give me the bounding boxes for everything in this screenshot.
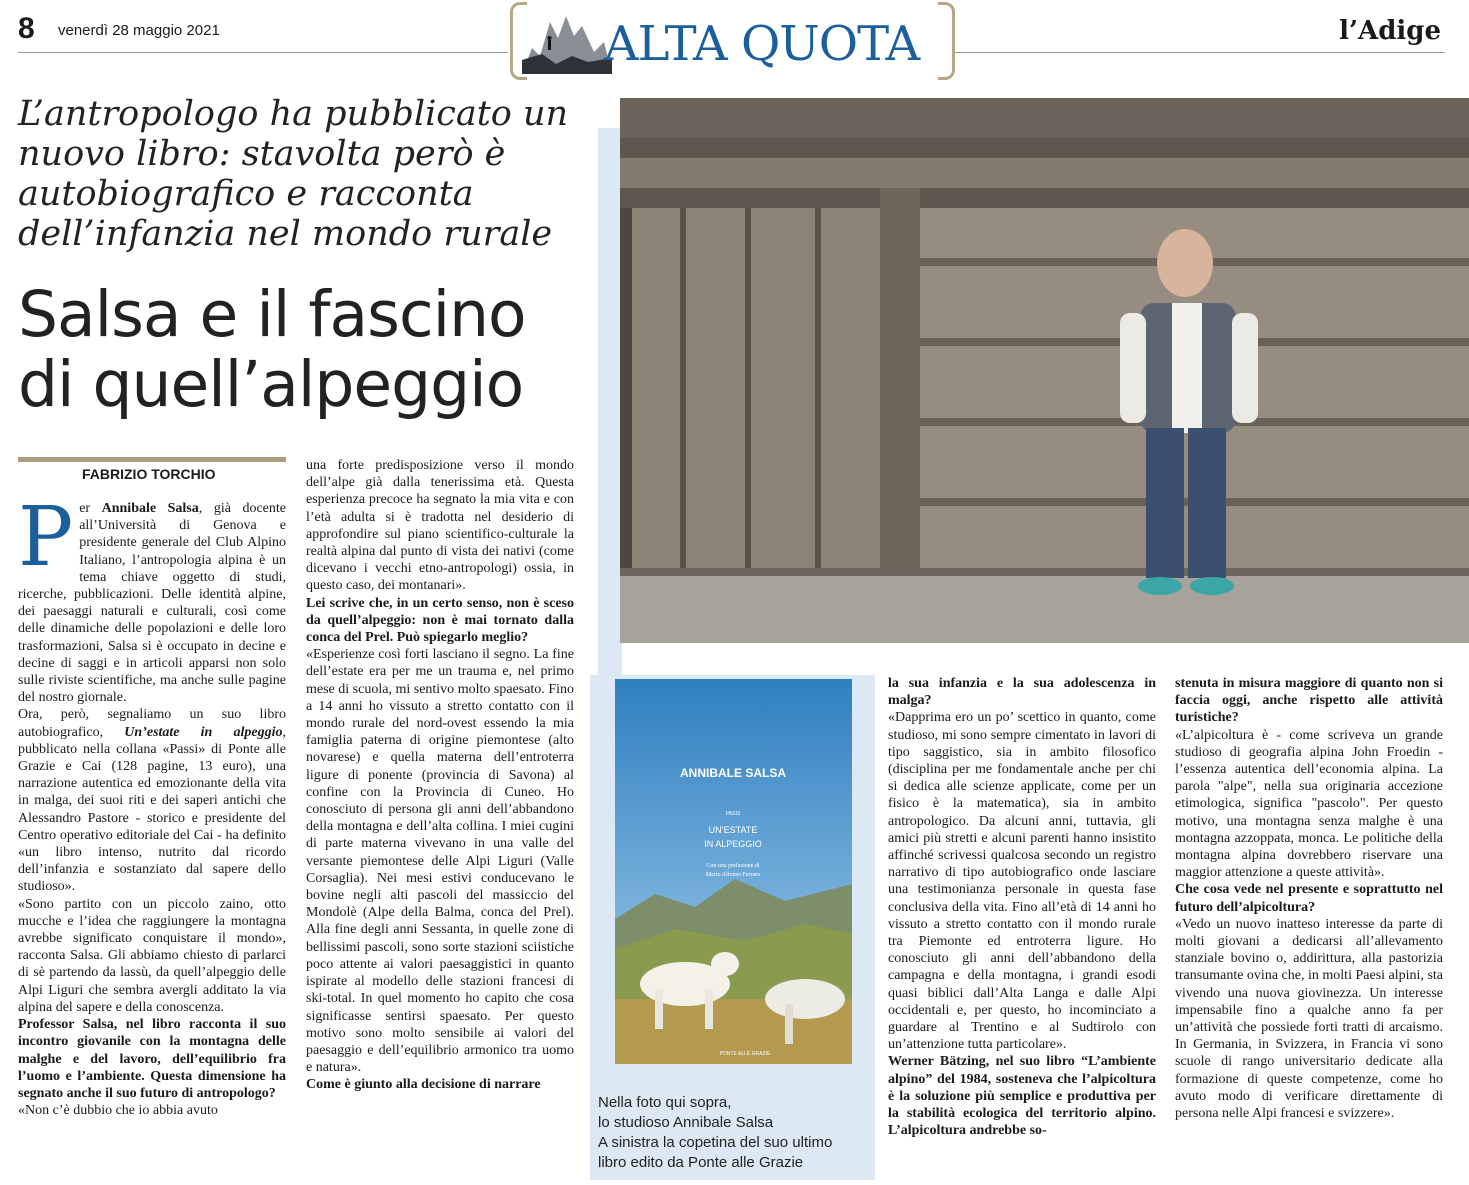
interview-question: Come è giunto alla decisione di narrare <box>306 1077 541 1093</box>
interview-question: la sua infanzia e la sua adolescenza in malga? <box>888 676 1156 709</box>
paragraph <box>18 490 286 706</box>
article-column-3 <box>888 675 1156 1139</box>
banner-bracket-right <box>938 2 955 80</box>
text-run: , pubblicato nella collana «Passi» di Ponte alle Grazie e Cai (128 pagine, 13 euro), una narrazione autentica ed emozionante della vita in malga, dei suoi riti e dei saperi antichi che Alessandro Pastore - storico e presidente del Centro operativo editoriale del Cai - ha definito «un libro intenso, nutrito dal ricordo dell’infanzia e sostanziato dal sapere dello studioso». <box>18 724 286 895</box>
caption-line-2: lo studioso Annibale Salsa <box>598 1114 774 1131</box>
interview-question: Lei scrive che, in un certo senso, non è sceso da quell’alpeggio: non è mai tornato dalla conca del Prel. Può spiegarlo meglio? <box>306 595 574 646</box>
cover-author: ANNIBALE SALSA <box>679 766 787 780</box>
paragraph: «Non c’è dubbio che io abbia avuto <box>18 1103 218 1119</box>
photo-caption <box>598 1093 868 1173</box>
interview-question: Werner Bätzing, nel suo libro “L’ambiente alpino” del 1984, sosteneva che l’alpicoltura è la soluzione più semplice e produttiva per la stabilità ecologica del territorio alpino. L’alpicoltura andrebbe so- <box>888 1054 1156 1139</box>
paragraph: «Sono partito con un piccolo zaino, otto mucche e l’idea che raggiungere la montagna avrebbe significato conquistare il mondo», racconta Salsa. Gli abbiamo chiesto di parlarci di sè partendo da lassù, da quell’alpeggio delle Alpi Liguri che sembra avergli additato la via alpina del sapere e della conoscenza. <box>18 896 286 1015</box>
paragraph: «L’alpicoltura è - come scriveva un grande studioso di geografia alpina John Froedin - l’essenza autentica dell’economia alpina. La parola "alpe", nella sua originaria accezione etimologica, significa "pascolo". Per questo motivo, una montagna senza malghe è una montagna azzoppata, monca. Le politiche della montagna alpina dovrebbero riservare una maggior attenzione a queste attività». <box>1175 727 1443 881</box>
byline-rule <box>18 457 286 462</box>
article-column-1 <box>18 490 286 1119</box>
caption-line-4: libro edito da Ponte alle Grazie <box>598 1154 804 1171</box>
headline-line-1: Salsa e il fascino <box>18 278 526 351</box>
cover-title-line-1: UN’ESTATE <box>708 825 758 835</box>
cover-preface-line-1: Con una prefazione di <box>706 863 760 869</box>
photo-frame-accent <box>598 128 622 678</box>
article-column-2 <box>306 457 574 1094</box>
header-rule-left <box>18 52 508 53</box>
article-column-4 <box>1175 675 1443 1122</box>
caption-line-1: Nella foto qui sopra, <box>598 1094 732 1111</box>
page-number: 8 <box>18 12 35 45</box>
paragraph: «Vedo un nuovo inatteso interesse da parte di molti giovani a dedicarsi all’allevamento stanziale bovino o, addirittura, alla pastorizia transumante ovina che, in molti Paesi alpini, sta vivendo una nuova giovinezza. Un interesse impensabile fino a qualche anno fa per un’attività che possiede forti tratti di arcaismo. In Germania, in Svizzera, in Francia vi sono scuole di rango universitario dedicate alla formazione di queste competenze, come ho avuto modo di verificare direttamente di persona nelle Alpi francesi e svizzere». <box>1175 916 1443 1122</box>
section-title: ALTA QUOTA <box>604 16 920 72</box>
section-banner <box>510 2 955 78</box>
byline: FABRIZIO TORCHIO <box>82 466 216 482</box>
portrait-photo <box>620 98 1469 643</box>
masthead-logo: l’Adige <box>1339 16 1441 46</box>
interview-question: Che cosa vede nel presente e soprattutto nel futuro dell’alpicoltura? <box>1175 882 1443 915</box>
cover-title-line-2: IN ALPEGGIO <box>704 839 762 849</box>
book-title: Un’estate in alpeggio <box>124 724 283 740</box>
paragraph <box>18 706 286 895</box>
paragraph: una forte predisposizione verso il mondo dell’alpe già dalla tenerissima età. Questa esperienza precoce ha segnato la mia vita e con l’età adulta si è tradotta nel desiderio di approfondire sul piano scientifico-culturale la realtà alpina dal punto di vista dei nativi (come dicevano i vecchi etno-antropologi) ossia, in questo caso, dei montanari». <box>306 458 574 594</box>
text-run: Ora, però, segnaliamo un suo libro autobiografico, <box>18 707 286 740</box>
cover-series: PASSI <box>725 811 741 817</box>
interview-question: stenuta in misura maggiore di quanto non si faccia oggi, anche rispetto alle attività turistiche? <box>1175 676 1443 726</box>
cover-publisher: PONTE ALLE GRAZIE <box>719 1051 771 1057</box>
text-run: , già docente all’Università di Genova e presidente generale del Club Alpino Italiano, l’antropologia alpina è un tema chiave oggetto di studi, ricerche, pubblicazioni. Delle identità alpine, dei paesaggi naturali e culturali, così come delle dinamiche delle popolazioni e delle loro trasformazioni, Salsa si è occupato in decine e decine di saggi e in articoli apparsi non solo sulle riviste scientifiche, ma anche sulle pagine del nostro giornale. <box>18 501 286 706</box>
mountain-hiker-icon <box>522 8 612 74</box>
issue-date: venerdì 28 maggio 2021 <box>58 22 220 39</box>
book-cover <box>615 679 852 1064</box>
text-run: er <box>79 501 102 516</box>
paragraph: «Dapprima ero un po’ scettico in quanto, come studioso, mi sono sempre cimentato in lavori di tipo saggistico, sia in ambito filosofico (disciplina per me fondamentale anche per chi si dedica alle scienze applicate, come per un fisico è la matematica), sia in ambito antropologico. Da alcuni anni, tuttavia, gli amici più stretti e alcuni parenti hanno insistito affinché scrivessi qualcosa secondo un registro narrativo di tipo autobiografico onde lasciare una testimonianza personale in questa fase conclusiva della vita. Fino all’età di 14 anni ho vissuto a stretto contatto con il mondo rurale tra Piemonte ed entroterra ligure. Ho conosciuto gli anni dell’abbandono della campagna e della montagna, i grandi esodi quasi biblici dall’Alta Langa e dalle Alpi occidentali e, per questo, ho incominciato a guardare al Trentino e al Sudtirolo con un’attenzione tutta particolare». <box>888 710 1156 1053</box>
drop-cap: P <box>18 490 74 585</box>
interview-question: Professor Salsa, nel libro racconta il suo incontro giovanile con la montagna delle malghe e del lavoro, dell’equilibrio fra l’uomo e l’ambiente. Questa dimensione ha segnato anche il suo futuro di antropologo? <box>18 1017 286 1101</box>
cover-preface-line-2: Mario Alfonso Ferraro <box>705 872 761 878</box>
article-headline <box>18 280 608 420</box>
subject-name: Annibale Salsa <box>101 501 199 516</box>
headline-line-2: di quell’alpeggio <box>18 348 524 421</box>
paragraph: «Esperienze così forti lasciano il segno. La fine dell’estate era per me un trauma e, nel primo mese di scuola, mi sentivo molto spaesato. Fino a 14 anni ho vissuto a stretto contatto con il mondo rurale del nord-ovest essendo la mia famiglia paterna di origine piemontese (alto novarese) e quella materna dell’entroterra ligure di ponente (provincia di Savona) al confine con la Provincia di Cuneo. Ho conosciuto di persona gli anni dell’abbandono della montagna e dell’alta collina. I miei cugini di parte materna vivevano in una valle del versante piemontese delle Alpi Liguri (Valle Corsaglia). Nei mesi estivi conducevano le bovine negli alti pascoli del massiccio del Mondolè (Alpe della Balma, conca del Prel). Alla fine degli anni Sessanta, in quelle zone di bellissimi pascoli, sono sorte stazioni sciistiche poco attente ai valori paesaggistici in quanto ispirate al modello delle stazioni francesi di ski-total. In quel momento ho capito che cosa significasse sentirsi spaesato. Per questo motivo sono molto sensibile ai valori del paesaggio e dell’equilibrio armonico tra uomo e natura». <box>306 647 574 1076</box>
header-rule-right <box>955 52 1445 53</box>
article-kicker: L’antropologo ha pubblicato un nuovo libro: stavolta però è autobiografico e racconta dell’infanzia nel mondo rurale <box>18 94 569 254</box>
caption-line-3: A sinistra la copetina del suo ultimo <box>598 1134 833 1151</box>
